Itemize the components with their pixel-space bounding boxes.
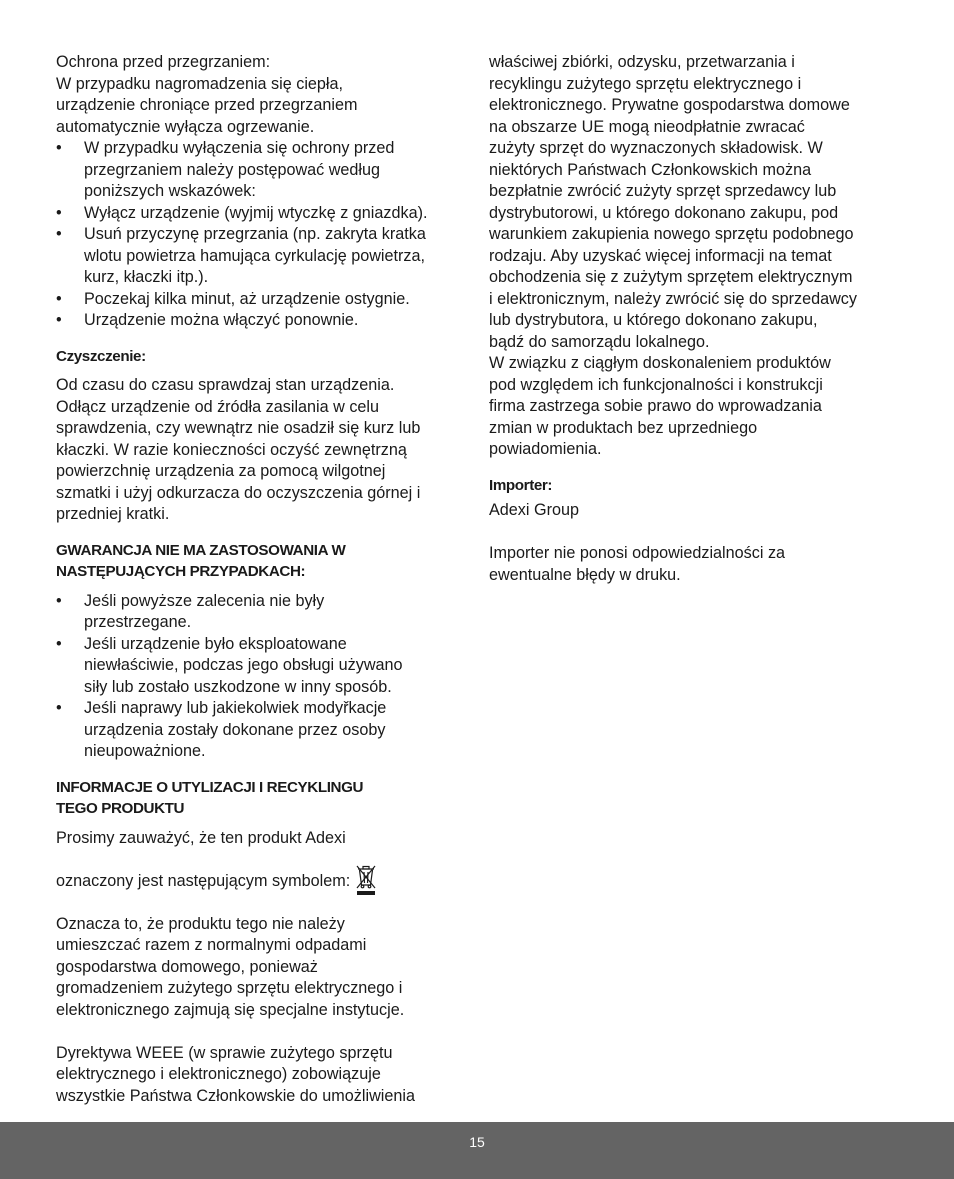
page-footer [0, 1122, 954, 1179]
warranty-heading: GWARANCJA NIE MA ZASTOSOWANIA W NASTĘPUJĄCYCH PRZYPADKACH: [56, 541, 346, 580]
overheat-protection-text: Ochrona przed przegrzaniem: W przypadku nagromadzenia się ciepła, urządzenie chroniące przed przegrzaniem automatycznie wyłącza ogrzewanie. [56, 53, 358, 136]
right-column [489, 52, 909, 586]
crossed-out-wheelie-bin-icon [355, 864, 377, 896]
weee-symbol-text: oznaczony jest następującym symbolem: [56, 871, 351, 890]
weee-continued-text: właściwej zbiórki, odzysku, przetwarzania i recyklingu zużytego sprzętu elektrycznego i elektronicznego. Prywatne gospodarstwa domowe na obszarze UE mogą nieodpłatnie zwracać zużyty sprzęt do wyznaczonych składowisk. W niektórych Państwach Członkowskich można bezpłatnie zwrócić zużyty sprzęt sprzedawcy lub dystrybutorowi, u którego dokonano zakupu, pod warunkiem zakupienia nowego sprzętu podobnego rodzaju. Aby uzyskać więcej informacji na temat obchodzenia się z zużytym sprzętem elektrycznym i elektronicznym, należy zwrócić się do sprzedawcy lub dystrybutora, u którego dokonano zakupu, bądź do samorządu lokalnego. W związku z ciągłym doskonaleniem produktów pod względem ich funkcjonalności i konstrukcji firma zastrzega sobie prawo do wprowadzania zmian w produktach bez uprzedniego powiadomienia. [489, 53, 857, 458]
bullet-icon: • [56, 139, 62, 157]
bullet-icon: • [56, 311, 62, 329]
overheat-instructions-list [56, 138, 470, 332]
list-item: • Poczekaj kilka minut, aż urządzenie ostygnie. [56, 289, 470, 311]
page-number: 15 [469, 1134, 485, 1150]
recycling-text-1: Prosimy zauważyć, że ten produkt Adexi [56, 828, 346, 847]
importer-name: Adexi Group [489, 501, 579, 519]
left-column [56, 52, 470, 1107]
list-item: • Jeśli naprawy lub jakiekolwiek modyřkacje urządzenia zostały dokonane przez osoby nieupoważnione. [56, 699, 387, 760]
list-item: • Wyłącz urządzenie (wyjmij wtyczkę z gniazdka). [56, 203, 470, 225]
cleaning-text: Od czasu do czasu sprawdzaj stan urządzenia. Odłącz urządzenie od źródła zasilania w celu sprawdzenia, czy wewnątrz nie osadził się kurz lub kłaczki. W razie konieczności oczyść zewnętrzną powierzchnię urządzenia za pomocą wilgotnej szmatki i użyj odkurzacza do oczyszczenia górnej i przedniej kratki. [56, 376, 421, 523]
list-item: • Jeśli powyższe zalecenia nie były przestrzegane. [56, 591, 325, 631]
importer-disclaimer: Importer nie ponosi odpowiedzialności za ewentualne błędy w druku. [489, 544, 786, 584]
bullet-icon: • [56, 225, 62, 243]
recycling-text-2: Oznacza to, że produktu tego nie należy umieszczać razem z normalnymi odpadami gospodarstwa domowego, ponieważ gromadzeniem zużytego sprzętu elektrycznego i elektronicznego zajmują się specjalne instytucje. [56, 914, 405, 1019]
list-item: • Jeśli urządzenie było eksploatowane niewłaściwie, podczas jego obsługi używano siły lub zostało uszkodzone w inny sposób. [56, 634, 403, 696]
list-item: • Usuń przyczynę przegrzania (np. zakryta kratka wlotu powietrza hamująca cyrkulację powietrza, kurz, kłaczki itp.). [56, 225, 426, 286]
importer-heading: Importer: [489, 476, 553, 494]
recycling-text-3: Dyrektywa WEEE (w sprawie zużytego sprzętu elektrycznego i elektronicznego) zobowiązuje wszystkie Państwa Członkowskie do umożliwienia [56, 1043, 415, 1105]
bullet-icon: • [56, 203, 62, 222]
recycling-heading: INFORMACJE O UTYLIZACJI I RECYKLINGU TEGO PRODUKTU [56, 778, 364, 817]
cleaning-heading: Czyszczenie: [56, 347, 146, 365]
weee-symbol-line [56, 860, 470, 892]
bullet-icon: • [56, 289, 62, 308]
bullet-icon: • [56, 634, 62, 653]
list-item: • W przypadku wyłączenia się ochrony przed przegrzaniem należy postępować według poniższych wskazówek: [56, 139, 395, 200]
list-item: • Urządzenie można włączyć ponownie. [56, 310, 470, 332]
warranty-exclusions-list [56, 591, 470, 763]
bullet-icon: • [56, 591, 62, 610]
bullet-icon: • [56, 699, 62, 717]
